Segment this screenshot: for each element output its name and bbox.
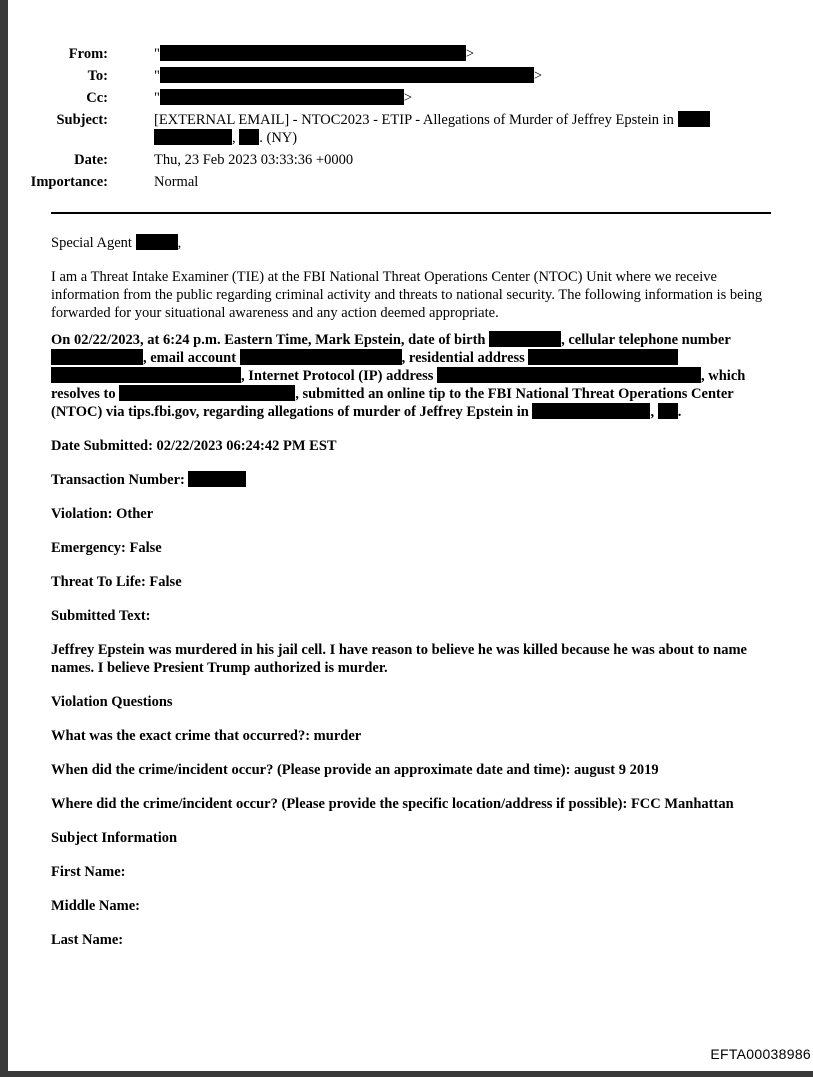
- violation-questions-heading: Violation Questions: [51, 694, 173, 710]
- importance-label: Importance:: [30, 174, 108, 190]
- greeting-suffix: ,: [177, 235, 182, 251]
- cc-label: Cc:: [86, 90, 108, 106]
- last-name: Last Name:: [51, 932, 124, 948]
- redaction: [239, 129, 259, 145]
- cc-tail: >: [403, 90, 413, 106]
- email-body: [51, 234, 773, 965]
- subject-information-heading: Subject Information: [51, 830, 178, 846]
- importance-value: Normal: [154, 174, 199, 190]
- tip-text: , residential address: [401, 350, 525, 366]
- emergency: Emergency: False: [51, 540, 162, 556]
- tip-text: , cellular telephone number: [561, 332, 731, 348]
- redaction: [437, 367, 701, 383]
- question-when: When did the crime/incident occur? (Please provide an approximate date and time): august 9 2019: [51, 762, 659, 778]
- redaction: [528, 349, 678, 365]
- date-value: Thu, 23 Feb 2023 03:33:36 +0000: [154, 152, 354, 168]
- from-row: [8, 43, 768, 65]
- tip-text: , submitted an online tip to the FBI National Threat Operations Center (NTOC) via tips.fbi.gov, regarding allegations of murder of Jeffrey Epstein in: [51, 386, 734, 420]
- tip-text: , email account: [143, 350, 237, 366]
- redaction: [160, 67, 534, 83]
- document-page: [8, 0, 813, 1071]
- email-header: [8, 43, 768, 193]
- date-label: Date:: [74, 152, 108, 168]
- transaction-number: [51, 471, 773, 489]
- redaction: [51, 349, 143, 365]
- date-row: [8, 149, 768, 171]
- violation: Violation: Other: [51, 506, 154, 522]
- date-submitted: Date Submitted: 02/22/2023 06:24:42 PM EST: [51, 438, 337, 454]
- middle-name: Middle Name:: [51, 898, 140, 914]
- to-value: ": [154, 68, 160, 84]
- tip-text: On 02/22/2023, at 6:24 p.m. Eastern Time, Mark Epstein, date of birth: [51, 332, 486, 348]
- redaction: [136, 234, 178, 250]
- question-where: Where did the crime/incident occur? (Please provide the specific location/address if possible): FCC Manhattan: [51, 796, 734, 812]
- tip-text: ,: [650, 404, 655, 420]
- greeting-prefix: Special Agent: [51, 235, 132, 251]
- redaction: [160, 45, 466, 61]
- tip-paragraph: [51, 331, 773, 421]
- redaction: [119, 385, 295, 401]
- to-row: [8, 65, 768, 87]
- submitted-text-label: Submitted Text:: [51, 608, 151, 624]
- redaction: [658, 403, 678, 419]
- redaction: [188, 471, 246, 487]
- from-value: ": [154, 46, 160, 62]
- to-tail: >: [533, 68, 543, 84]
- importance-row: [8, 171, 768, 193]
- from-tail: >: [465, 46, 475, 62]
- subject-label: Subject:: [56, 112, 108, 128]
- tip-text: , Internet Protocol (IP) address: [241, 368, 434, 384]
- redaction: [532, 403, 650, 419]
- subject-line: [EXTERNAL EMAIL] - NTOC2023 - ETIP - Allegations of Murder of Jeffrey Epstein in: [154, 112, 674, 128]
- tip-text: , which resolves to: [51, 368, 746, 402]
- tip-text: .: [677, 404, 682, 420]
- submitted-text: Jeffrey Epstein was murdered in his jail cell. I have reason to believe he was killed because he was about to name names. I believe Presient Trump authorized is murder.: [51, 642, 747, 676]
- redaction: [160, 89, 404, 105]
- subject-row: [8, 109, 768, 149]
- redaction: [240, 349, 402, 365]
- subject-tail: . (NY): [259, 130, 298, 146]
- redaction: [678, 111, 710, 127]
- redaction: [51, 367, 241, 383]
- redaction: [154, 129, 232, 145]
- subject-comma: ,: [232, 130, 236, 146]
- cc-row: [8, 87, 768, 109]
- question-crime: What was the exact crime that occurred?: murder: [51, 728, 362, 744]
- cc-value: ": [154, 90, 160, 106]
- bates-number: EFTA00038986: [710, 1046, 811, 1062]
- header-divider: [51, 212, 771, 214]
- greeting: [51, 234, 773, 252]
- redaction: [489, 331, 561, 347]
- threat-to-life: Threat To Life: False: [51, 574, 182, 590]
- first-name: First Name:: [51, 864, 126, 880]
- intro-paragraph: I am a Threat Intake Examiner (TIE) at the FBI National Threat Operations Center (NTOC) Unit where we receive information from the public regarding criminal activity and threats to national security. The following information is being forwarded for your situational awareness and any action deemed appropriate.: [51, 269, 763, 321]
- from-label: From:: [68, 46, 108, 62]
- transaction-label: Transaction Number:: [51, 472, 185, 488]
- to-label: To:: [87, 68, 108, 84]
